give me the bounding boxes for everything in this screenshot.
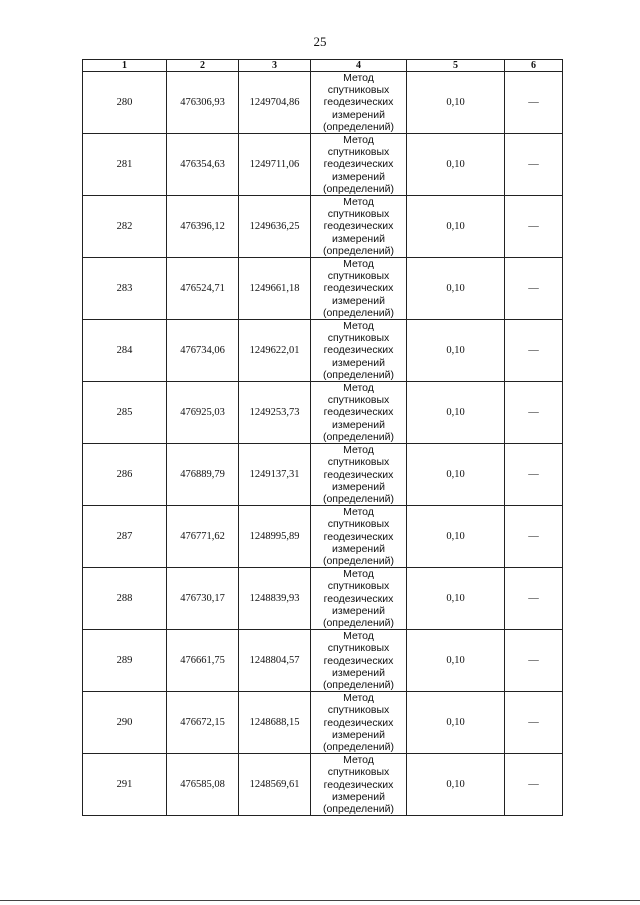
y-coordinate-cell: 1249636,25 bbox=[239, 196, 311, 258]
method-cell bbox=[311, 692, 407, 754]
method-line: (определений) bbox=[322, 554, 395, 567]
accuracy-cell: 0,10 bbox=[407, 692, 505, 754]
table-row bbox=[83, 382, 563, 444]
x-coordinate-cell: 476524,71 bbox=[167, 258, 239, 320]
table-row bbox=[83, 444, 563, 506]
method-cell bbox=[311, 568, 407, 630]
y-coordinate-cell: 1248995,89 bbox=[239, 506, 311, 568]
method-line: геодезических bbox=[323, 654, 394, 667]
table-row bbox=[83, 134, 563, 196]
method-line: геодезических bbox=[323, 716, 394, 729]
note-cell: — bbox=[505, 72, 563, 134]
method-cell bbox=[311, 72, 407, 134]
column-header-4: 4 bbox=[311, 60, 407, 72]
x-coordinate-cell: 476585,08 bbox=[167, 754, 239, 816]
method-cell bbox=[311, 134, 407, 196]
method-line: измерений bbox=[332, 728, 385, 741]
note-cell: — bbox=[505, 754, 563, 816]
y-coordinate-cell: 1248688,15 bbox=[239, 692, 311, 754]
method-line: спутниковых bbox=[327, 580, 390, 593]
method-line: Метод bbox=[343, 506, 374, 519]
accuracy-cell: 0,10 bbox=[407, 568, 505, 630]
note-cell: — bbox=[505, 258, 563, 320]
method-cell bbox=[311, 258, 407, 320]
method-line: Метод bbox=[343, 320, 374, 333]
x-coordinate-cell: 476889,79 bbox=[167, 444, 239, 506]
x-coordinate-cell: 476306,93 bbox=[167, 72, 239, 134]
point-number-cell: 287 bbox=[83, 506, 167, 568]
x-coordinate-cell: 476672,15 bbox=[167, 692, 239, 754]
table-row bbox=[83, 630, 563, 692]
column-header-2: 2 bbox=[167, 60, 239, 72]
method-line: Метод bbox=[343, 692, 374, 705]
method-line: геодезических bbox=[323, 592, 394, 605]
method-line: Метод bbox=[343, 196, 374, 209]
accuracy-cell: 0,10 bbox=[407, 382, 505, 444]
method-line: геодезических bbox=[323, 344, 394, 357]
accuracy-cell: 0,10 bbox=[407, 506, 505, 568]
accuracy-cell: 0,10 bbox=[407, 72, 505, 134]
table-row bbox=[83, 320, 563, 382]
method-cell bbox=[311, 320, 407, 382]
method-line: (определений) bbox=[322, 368, 395, 381]
y-coordinate-cell: 1249137,31 bbox=[239, 444, 311, 506]
column-header-3: 3 bbox=[239, 60, 311, 72]
accuracy-cell: 0,10 bbox=[407, 320, 505, 382]
method-line: (определений) bbox=[322, 802, 395, 815]
method-line: геодезических bbox=[323, 778, 394, 791]
method-cell bbox=[311, 196, 407, 258]
note-cell: — bbox=[505, 444, 563, 506]
method-line: геодезических bbox=[323, 220, 394, 233]
method-line: измерений bbox=[332, 232, 385, 245]
note-cell: — bbox=[505, 320, 563, 382]
method-line: геодезических bbox=[323, 530, 394, 543]
method-line: Метод bbox=[343, 134, 374, 147]
y-coordinate-cell: 1248569,61 bbox=[239, 754, 311, 816]
method-line: измерений bbox=[332, 294, 385, 307]
method-cell bbox=[311, 506, 407, 568]
method-line: Метод bbox=[343, 72, 374, 84]
method-line: Метод bbox=[343, 382, 374, 395]
note-cell: — bbox=[505, 692, 563, 754]
column-header-5: 5 bbox=[407, 60, 505, 72]
method-line: геодезических bbox=[323, 158, 394, 171]
method-line: спутниковых bbox=[327, 146, 390, 159]
method-line: спутниковых bbox=[327, 766, 390, 779]
table-row bbox=[83, 72, 563, 134]
method-line: измерений bbox=[332, 666, 385, 679]
method-line: (определений) bbox=[322, 244, 395, 257]
x-coordinate-cell: 476925,03 bbox=[167, 382, 239, 444]
point-number-cell: 285 bbox=[83, 382, 167, 444]
point-number-cell: 284 bbox=[83, 320, 167, 382]
point-number-cell: 281 bbox=[83, 134, 167, 196]
table-row bbox=[83, 506, 563, 568]
method-line: спутниковых bbox=[327, 270, 390, 283]
table-row bbox=[83, 754, 563, 816]
method-line: измерений bbox=[332, 356, 385, 369]
note-cell: — bbox=[505, 506, 563, 568]
method-line: геодезических bbox=[323, 282, 394, 295]
x-coordinate-cell: 476730,17 bbox=[167, 568, 239, 630]
method-line: Метод bbox=[343, 630, 374, 643]
method-cell bbox=[311, 630, 407, 692]
y-coordinate-cell: 1249704,86 bbox=[239, 72, 311, 134]
table-header-row bbox=[83, 60, 563, 72]
method-line: измерений bbox=[332, 108, 385, 121]
method-line: измерений bbox=[332, 480, 385, 493]
point-number-cell: 289 bbox=[83, 630, 167, 692]
method-line: спутниковых bbox=[327, 394, 390, 407]
method-line: Метод bbox=[343, 754, 374, 767]
y-coordinate-cell: 1249622,01 bbox=[239, 320, 311, 382]
method-line: (определений) bbox=[322, 616, 395, 629]
accuracy-cell: 0,10 bbox=[407, 258, 505, 320]
method-line: спутниковых bbox=[327, 456, 390, 469]
x-coordinate-cell: 476661,75 bbox=[167, 630, 239, 692]
method-line: спутниковых bbox=[327, 84, 390, 97]
method-line: измерений bbox=[332, 170, 385, 183]
method-line: геодезических bbox=[323, 406, 394, 419]
method-line: (определений) bbox=[322, 182, 395, 195]
y-coordinate-cell: 1249711,06 bbox=[239, 134, 311, 196]
note-cell: — bbox=[505, 196, 563, 258]
method-line: спутниковых bbox=[327, 332, 390, 345]
method-line: (определений) bbox=[322, 120, 395, 133]
point-number-cell: 280 bbox=[83, 72, 167, 134]
method-line: Метод bbox=[343, 444, 374, 457]
method-line: Метод bbox=[343, 568, 374, 581]
bottom-divider bbox=[0, 900, 640, 901]
accuracy-cell: 0,10 bbox=[407, 444, 505, 506]
note-cell: — bbox=[505, 134, 563, 196]
note-cell: — bbox=[505, 382, 563, 444]
method-line: геодезических bbox=[323, 468, 394, 481]
point-number-cell: 291 bbox=[83, 754, 167, 816]
method-line: спутниковых bbox=[327, 642, 390, 655]
method-line: измерений bbox=[332, 604, 385, 617]
note-cell: — bbox=[505, 630, 563, 692]
column-header-1: 1 bbox=[83, 60, 167, 72]
y-coordinate-cell: 1249661,18 bbox=[239, 258, 311, 320]
point-number-cell: 282 bbox=[83, 196, 167, 258]
accuracy-cell: 0,10 bbox=[407, 196, 505, 258]
page-number: 25 bbox=[313, 34, 327, 49]
x-coordinate-cell: 476771,62 bbox=[167, 506, 239, 568]
method-line: (определений) bbox=[322, 492, 395, 505]
accuracy-cell: 0,10 bbox=[407, 134, 505, 196]
method-line: (определений) bbox=[322, 430, 395, 443]
method-line: измерений bbox=[332, 542, 385, 555]
x-coordinate-cell: 476354,63 bbox=[167, 134, 239, 196]
point-number-cell: 290 bbox=[83, 692, 167, 754]
coordinates-table bbox=[82, 59, 563, 816]
point-number-cell: 283 bbox=[83, 258, 167, 320]
method-cell bbox=[311, 754, 407, 816]
method-line: (определений) bbox=[322, 740, 395, 753]
y-coordinate-cell: 1249253,73 bbox=[239, 382, 311, 444]
method-line: спутниковых bbox=[327, 704, 390, 717]
note-cell: — bbox=[505, 568, 563, 630]
x-coordinate-cell: 476734,06 bbox=[167, 320, 239, 382]
method-cell bbox=[311, 382, 407, 444]
table-row bbox=[83, 692, 563, 754]
point-number-cell: 288 bbox=[83, 568, 167, 630]
x-coordinate-cell: 476396,12 bbox=[167, 196, 239, 258]
accuracy-cell: 0,10 bbox=[407, 630, 505, 692]
method-line: (определений) bbox=[322, 306, 395, 319]
y-coordinate-cell: 1248839,93 bbox=[239, 568, 311, 630]
method-line: измерений bbox=[332, 418, 385, 431]
y-coordinate-cell: 1248804,57 bbox=[239, 630, 311, 692]
table-row bbox=[83, 568, 563, 630]
table-row bbox=[83, 258, 563, 320]
accuracy-cell: 0,10 bbox=[407, 754, 505, 816]
method-line: геодезических bbox=[323, 96, 394, 109]
method-line: Метод bbox=[343, 258, 374, 271]
method-line: спутниковых bbox=[327, 208, 390, 221]
point-number-cell: 286 bbox=[83, 444, 167, 506]
method-line: спутниковых bbox=[327, 518, 390, 531]
table-row bbox=[83, 196, 563, 258]
method-line: (определений) bbox=[322, 678, 395, 691]
method-cell bbox=[311, 444, 407, 506]
method-line: измерений bbox=[332, 790, 385, 803]
column-header-6: 6 bbox=[505, 60, 563, 72]
